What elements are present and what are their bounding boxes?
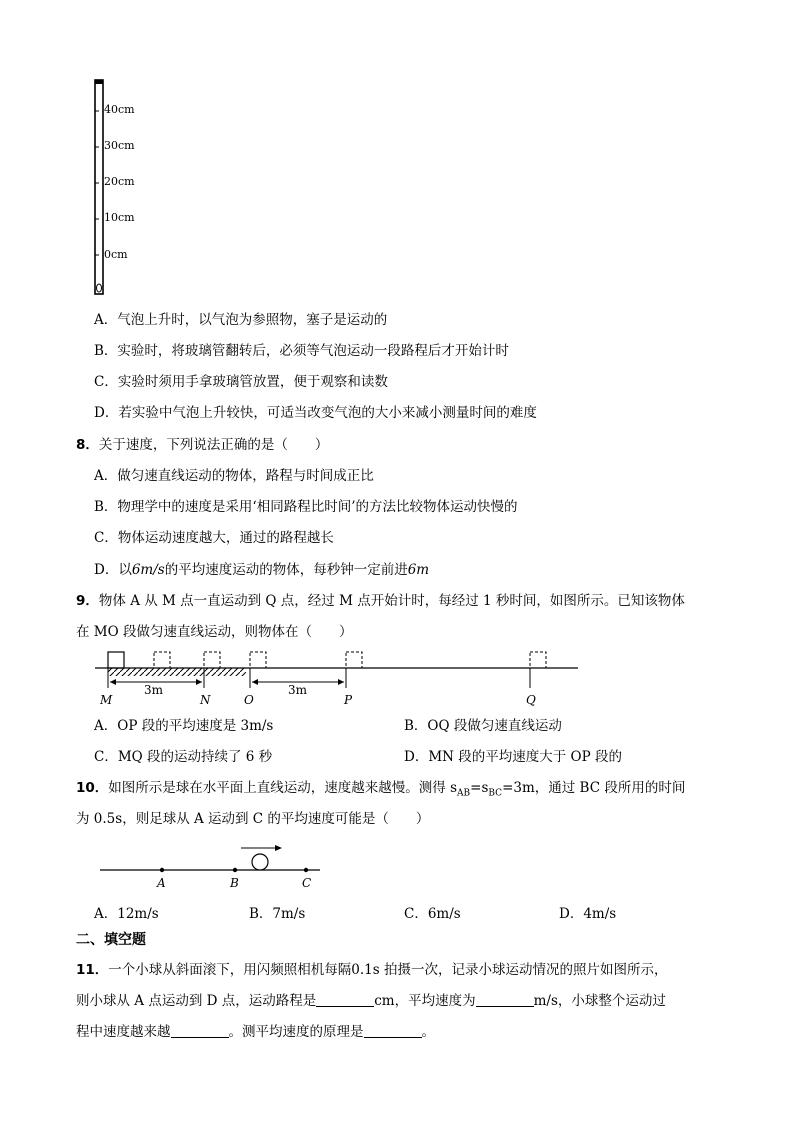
q9-stem-line1 [76,592,685,610]
q8-option-d-prefix: D．以 [94,562,132,578]
q11-line2-b: cm，平均速度为 [374,993,476,1009]
q10-stem-line2: 为 0.5s，则足球从 A 运动到 C 的平均速度可能是（ ） [76,811,430,827]
q10-number: 10． [76,780,109,796]
q10-point-b-dot [233,868,237,872]
q7-option-b: B．实验时，将玻璃管翻转后，必须等气泡运动一段路程后才开始计时 [94,343,509,359]
q9-stem-line2: 在 MO 段做匀速直线运动，则物体在（ ） [76,624,353,640]
q10-sub-ab: AB [457,788,471,799]
tube-label-40: 40cm [104,103,135,116]
q9-dist-mn: 3m [144,683,164,697]
q9-point-p: P [344,693,353,707]
q11-number: 11． [76,962,109,978]
q9-object-dashed [346,652,362,668]
q10-stem-b: =3m，通过 BC 段所用的时间 [502,780,686,796]
q9-motion-figure [90,648,590,708]
q10-stem-line1 [76,779,685,803]
q10-label-c: C [302,876,312,890]
q11-line3-a: 程中速度越来越 [76,1024,171,1040]
q10-point-a-dot [160,868,164,872]
q8-option-d-distance: 6m [407,562,430,578]
q9-object-solid [108,652,124,668]
q11-line1-text: 一个小球从斜面滚下，用闪频照相机每隔0.1s 拍摄一次，记录小球运动情况的照片如图所示， [108,962,668,978]
q11-blank-trend[interactable] [171,1023,229,1038]
q10-stem-a: 如图所示是球在水平面上直线运动，速度越来越慢。测得 s [108,780,458,796]
q11-line3 [76,1023,435,1041]
q10-label-a: A [157,876,166,890]
tube-label-30: 30cm [104,139,135,152]
q11-blank-principle[interactable] [364,1023,422,1038]
air-bubble [97,284,102,292]
q8-number: 8． [76,437,99,453]
q9-point-o: O [244,693,254,707]
q9-hatched-region [108,668,246,676]
q10-option-b: B．7m/s [249,906,306,922]
q7-option-d: D．若实验中气泡上升较快，可适当改变气泡的大小来减小测量时间的难度 [94,405,537,421]
q9-stem-text1: 物体 A 从 M 点一直运动到 Q 点，经过 M 点开始计时，每经过 1 秒时间，如图所示。已知该物体 [98,593,685,609]
q9-point-q: Q [526,693,536,707]
q9-dist-op: 3m [288,683,308,697]
q11-line3-b: 。测平均速度的原理是 [228,1024,364,1040]
q11-blank-distance[interactable] [316,992,374,1007]
q11-line3-c: 。 [421,1024,435,1040]
q9-object-dashed [154,652,170,668]
q10-ball [252,854,268,870]
q9-number: 9． [76,593,99,609]
tube-label-0: 0cm [104,248,128,261]
glass-tube [95,80,103,294]
q11-line1 [76,961,667,979]
q10-option-a: A．12m/s [94,906,159,922]
q9-option-a: A．OP 段的平均速度是 3m/s [94,718,274,734]
q11-blank-speed[interactable] [476,992,534,1007]
q10-option-c: C．6m/s [404,906,461,922]
q9-object-dashed [530,652,546,668]
q9-option-b: B．OQ 段做匀速直线运动 [404,718,562,734]
q7-option-c: C．实验时须用手拿玻璃管放置，便于观察和读数 [94,374,388,390]
q9-option-c: C．MQ 段的运动持续了 6 秒 [94,749,273,765]
tube-label-20: 20cm [104,175,135,188]
q10-eq: =s [470,780,489,796]
q8-option-d-speed: 6m/s [131,562,165,578]
q11-line2-c: m/s，小球整个运动过 [533,993,666,1009]
q9-point-m: M [100,693,113,707]
q8-option-a: A．做匀速直线运动的物体，路程与时间成正比 [94,468,374,484]
q9-option-d: D．MN 段的平均速度大于 OP 段的 [404,749,622,765]
q10-ball-figure [96,840,336,890]
q8-option-d-mid: 的平均速度运动的物体，每秒钟一定前进 [164,562,408,578]
q9-object-dashed [204,652,220,668]
q7-option-a: A．气泡上升时，以气泡为参照物，塞子是运动的 [94,312,388,328]
q10-option-d: D．4m/s [559,906,617,922]
q8-option-d [94,561,429,579]
q8-option-c: C．物体运动速度越大，通过的路程越长 [94,530,334,546]
tube-label-10: 10cm [104,211,135,224]
q10-sub-bc: BC [488,788,503,799]
section-title-fill-blank: 二、填空题 [76,932,146,948]
q8-stem-text: 关于速度，下列说法正确的是（ ） [98,437,329,453]
tube-cap [95,80,103,84]
q9-object-dashed [250,652,266,668]
q9-point-n: N [200,693,211,707]
q11-line2 [76,992,666,1010]
q10-point-c-dot [304,868,308,872]
q11-line2-a: 则小球从 A 点运动到 D 点，运动路程是 [76,993,317,1009]
q8-option-b: B．物理学中的速度是采用‘相同路程比时间’的方法比较物体运动快慢的 [94,499,518,515]
q8-stem [76,436,328,454]
q10-label-b: B [230,876,239,890]
